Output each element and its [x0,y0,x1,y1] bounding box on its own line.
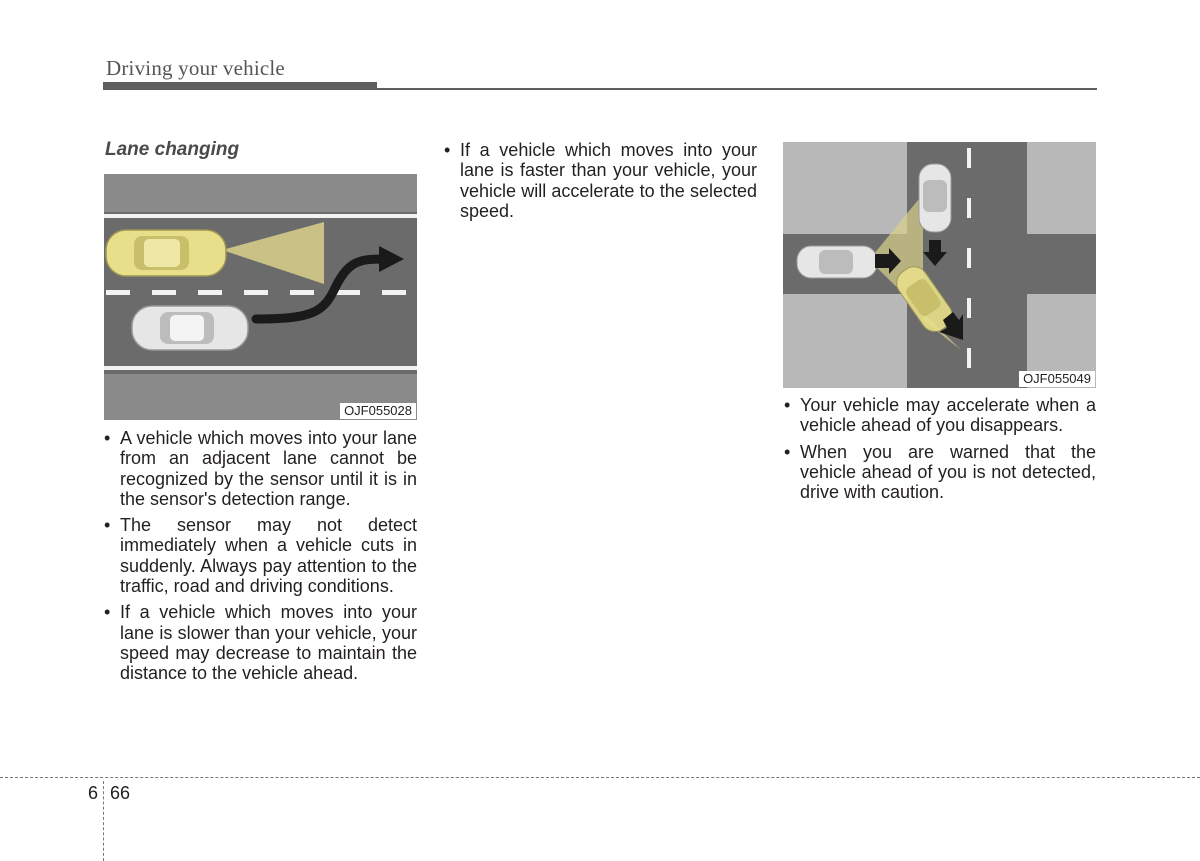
header-rule-thick [103,82,377,90]
intersection-figure [783,142,1096,388]
own-car-icon [797,246,877,278]
middle-column [444,140,757,227]
page-number: 66 [110,783,131,803]
bullet-list [444,140,757,221]
list-item: • If a vehicle which moves into your lane is slower than your vehicle, your speed may decrease to maintain the distance to the vehicle ahead. [104,602,417,684]
header-rule-thin [377,88,1097,90]
bullet-list [104,428,417,684]
list-item: • The sensor may not detect immediately when a vehicle cuts in suddenly. Always pay attention to the traffic, road and driving conditions. [104,515,417,597]
lane-change-illustration [104,174,417,420]
footer-divider [103,781,104,861]
page-header-title: Driving your vehicle [106,56,285,80]
lane-change-figure [104,174,417,420]
list-item: • When you are warned that the vehicle ahead of you is not detected, drive with caution. [784,441,1096,503]
lead-car-icon [919,164,951,232]
chapter-number: 6 [88,783,99,803]
bullet-list [784,395,1096,502]
list-item: • If a vehicle which moves into your lane is faster than your vehicle, your vehicle will accelerate to the selected speed. [444,140,757,221]
left-column [104,428,417,690]
figure-code: OJF055049 [1019,371,1095,387]
section-heading: Lane changing [105,139,240,160]
list-item: • A vehicle which moves into your lane from an adjacent lane cannot be recognized by the sensor until it is in the sensor's detection range. [104,428,417,509]
own-car-icon [132,306,248,350]
footer-rule [0,777,1200,778]
highlighted-car-icon [106,230,226,276]
right-column [784,395,1096,508]
figure-code: OJF055028 [340,403,416,419]
intersection-illustration [783,142,1096,388]
list-item: • Your vehicle may accelerate when a vehicle ahead of you disappears. [784,395,1096,436]
